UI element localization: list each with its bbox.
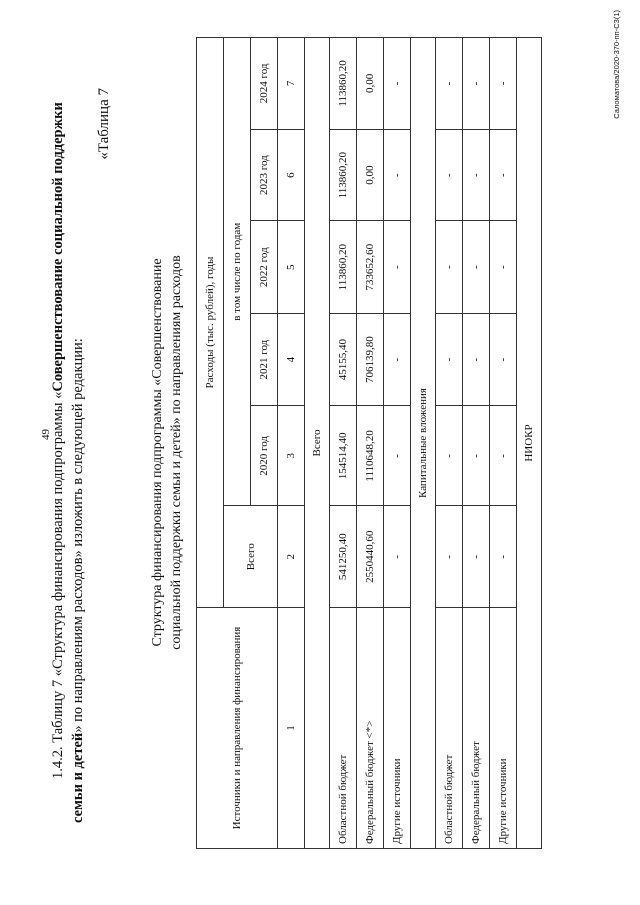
value-cell: - [463, 221, 490, 313]
total-header: Всего [224, 506, 278, 608]
table-tag: «Таблица 7 [96, 88, 112, 160]
value-cell: - [490, 38, 517, 130]
value-cell: - [490, 313, 517, 405]
value-cell: 45155,40 [330, 313, 357, 405]
table-row [463, 38, 490, 849]
table-row [357, 38, 384, 849]
value-cell: - [463, 129, 490, 221]
year-header: 2020 год [251, 406, 278, 506]
source-cell: Областной бюджет [436, 608, 463, 849]
table-row [330, 38, 357, 849]
value-cell: - [490, 221, 517, 313]
value-cell: - [384, 221, 411, 313]
value-cell: 2550440,60 [357, 506, 384, 608]
section-title: НИОКР [517, 38, 542, 849]
source-cell: Областной бюджет [330, 608, 357, 849]
value-cell: - [384, 129, 411, 221]
intro-paragraph [48, 63, 88, 823]
intro-prefix: 1.4.2. Таблицу 7 «Структура финансирования подпрограммы « [50, 391, 66, 779]
column-number: 3 [278, 406, 305, 506]
value-cell: 1110648,20 [357, 406, 384, 506]
intro-suffix: » по направлениям расходов» изложить в следующей редакции: [70, 338, 86, 733]
year-header: 2022 год [251, 221, 278, 313]
column-number: 7 [278, 38, 305, 130]
value-cell: 113860,20 [330, 38, 357, 130]
value-cell: - [490, 506, 517, 608]
intro-bold: Совершенствование социальной поддержки семьи и детей [50, 102, 86, 823]
value-cell: 541250,40 [330, 506, 357, 608]
source-cell: Другие источники [490, 608, 517, 849]
source-cell: Федеральный бюджет [463, 608, 490, 849]
value-cell: - [463, 506, 490, 608]
value-cell: - [384, 313, 411, 405]
value-cell: - [384, 38, 411, 130]
value-cell: - [436, 129, 463, 221]
source-cell: Другие источники [384, 608, 411, 849]
table-row [384, 38, 411, 849]
page-number: 49 [40, 429, 52, 440]
table-title-line2: социальной поддержки семьи и детей» по направлениям расходов [169, 255, 184, 650]
financing-table [196, 37, 542, 849]
year-header: 2021 год [251, 313, 278, 405]
year-header: 2024 год [251, 38, 278, 130]
column-number: 5 [278, 221, 305, 313]
section-row [517, 38, 542, 849]
value-cell: 0,00 [357, 38, 384, 130]
column-number: 1 [278, 608, 305, 849]
value-cell: - [384, 406, 411, 506]
by-years-header: в том числе по годам [224, 38, 251, 506]
value-cell: - [384, 506, 411, 608]
column-number: 4 [278, 313, 305, 405]
value-cell: - [463, 38, 490, 130]
value-cell: - [490, 406, 517, 506]
value-cell: - [436, 506, 463, 608]
value-cell: 113860,20 [330, 129, 357, 221]
table-row [436, 38, 463, 849]
value-cell: - [436, 38, 463, 130]
column-number: 2 [278, 506, 305, 608]
value-cell: - [463, 313, 490, 405]
value-cell: - [436, 406, 463, 506]
section-row [411, 38, 436, 849]
value-cell: - [436, 313, 463, 405]
value-cell: 113860,20 [330, 221, 357, 313]
value-cell: - [463, 406, 490, 506]
section-title: Всего [305, 38, 330, 849]
value-cell: - [490, 129, 517, 221]
value-cell: 706139,80 [357, 313, 384, 405]
section-title: Капитальные вложения [411, 38, 436, 849]
value-cell: 0,00 [357, 129, 384, 221]
table-title-line1: Структура финансирования подпрограммы «Совершенствование [150, 258, 165, 647]
section-row [305, 38, 330, 849]
value-cell: - [436, 221, 463, 313]
value-cell: 733652,60 [357, 221, 384, 313]
expenses-header: Расходы (тыс. рублей), годы [197, 38, 224, 608]
header-row-1 [197, 38, 224, 849]
year-header: 2023 год [251, 129, 278, 221]
document-stamp: Саломатова/2020-370-пп-С3(1) [612, 10, 621, 119]
table-title [148, 0, 186, 905]
source-header: Источники и направления финансирования [197, 608, 278, 849]
column-number-row [278, 38, 305, 849]
source-cell: Федеральный бюджет <*> [357, 608, 384, 849]
value-cell: 154514,40 [330, 406, 357, 506]
table-row [490, 38, 517, 849]
column-number: 6 [278, 129, 305, 221]
